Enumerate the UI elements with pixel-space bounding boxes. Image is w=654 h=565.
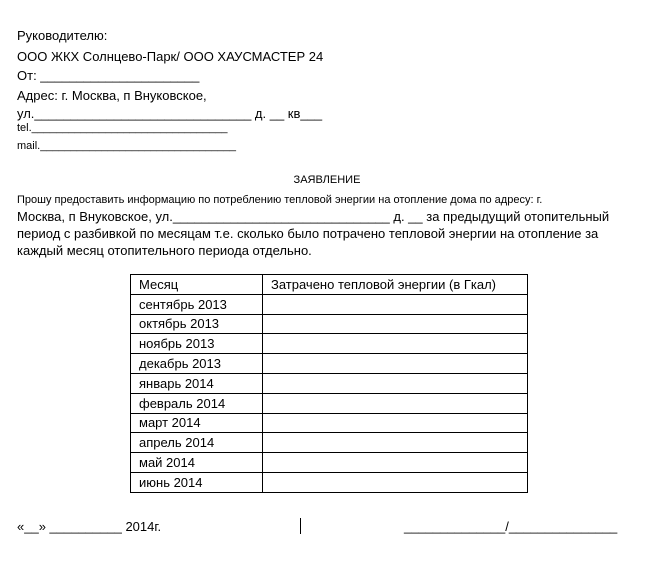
month-cell: апрель 2014 [131, 433, 263, 453]
text-cursor-divider [300, 518, 301, 534]
header-consumption: Затрачено тепловой энергии (в Гкал) [263, 275, 528, 295]
street-field: ул.______________________________ д. __ кв___ [17, 106, 323, 121]
signature-field: ______________/_______________ [404, 519, 618, 534]
table-row [131, 373, 528, 393]
table-row [131, 294, 528, 314]
value-cell [263, 354, 528, 374]
month-cell: ноябрь 2013 [131, 334, 263, 354]
value-cell [263, 472, 528, 492]
statement-title: ЗАЯВЛЕНИЕ [293, 174, 361, 186]
value-cell [263, 433, 528, 453]
statement-line-4: каждый месяц отопительного периода отдельно. [17, 243, 312, 258]
value-cell [263, 294, 528, 314]
recipient-label: Руководителю: [17, 28, 108, 43]
tel-field: tel.________________________________ [17, 122, 228, 134]
table-row [131, 472, 528, 492]
statement-line-1: Прошу предоставить информацию по потреблению тепловой энергии на отопление дома по адресу: г. [17, 194, 543, 206]
table-row [131, 413, 528, 433]
table-row [131, 334, 528, 354]
date-field: «__» __________ 2014г. [17, 519, 162, 534]
from-field: От: ______________________ [17, 68, 200, 83]
month-cell: февраль 2014 [131, 393, 263, 413]
consumption-table [130, 274, 528, 493]
table-header-row [131, 275, 528, 295]
value-cell [263, 373, 528, 393]
value-cell [263, 413, 528, 433]
month-cell: май 2014 [131, 453, 263, 473]
value-cell [263, 334, 528, 354]
mail-field: mail.________________________________ [17, 140, 236, 152]
value-cell [263, 453, 528, 473]
value-cell [263, 314, 528, 334]
table-row [131, 393, 528, 413]
table-row [131, 453, 528, 473]
table-row [131, 433, 528, 453]
statement-line-3: период с разбивкой по месяцам т.е. сколько было потрачено тепловой энергии на отопление за [17, 226, 599, 241]
month-cell: июнь 2014 [131, 472, 263, 492]
month-cell: октябрь 2013 [131, 314, 263, 334]
header-month: Месяц [131, 275, 263, 295]
month-cell: декабрь 2013 [131, 354, 263, 374]
month-cell: сентябрь 2013 [131, 294, 263, 314]
value-cell [263, 393, 528, 413]
table-row [131, 354, 528, 374]
table-row [131, 314, 528, 334]
month-cell: январь 2014 [131, 373, 263, 393]
month-cell: март 2014 [131, 413, 263, 433]
statement-line-2: Москва, п Внуковское, ул.______________________________ д. __ за предыдущий отопительный [17, 209, 610, 224]
organization-name: ООО ЖКХ Солнцево-Парк/ ООО ХАУСМАСТЕР 24 [17, 49, 324, 64]
address-field: Адрес: г. Москва, п Внуковское, [17, 88, 207, 103]
